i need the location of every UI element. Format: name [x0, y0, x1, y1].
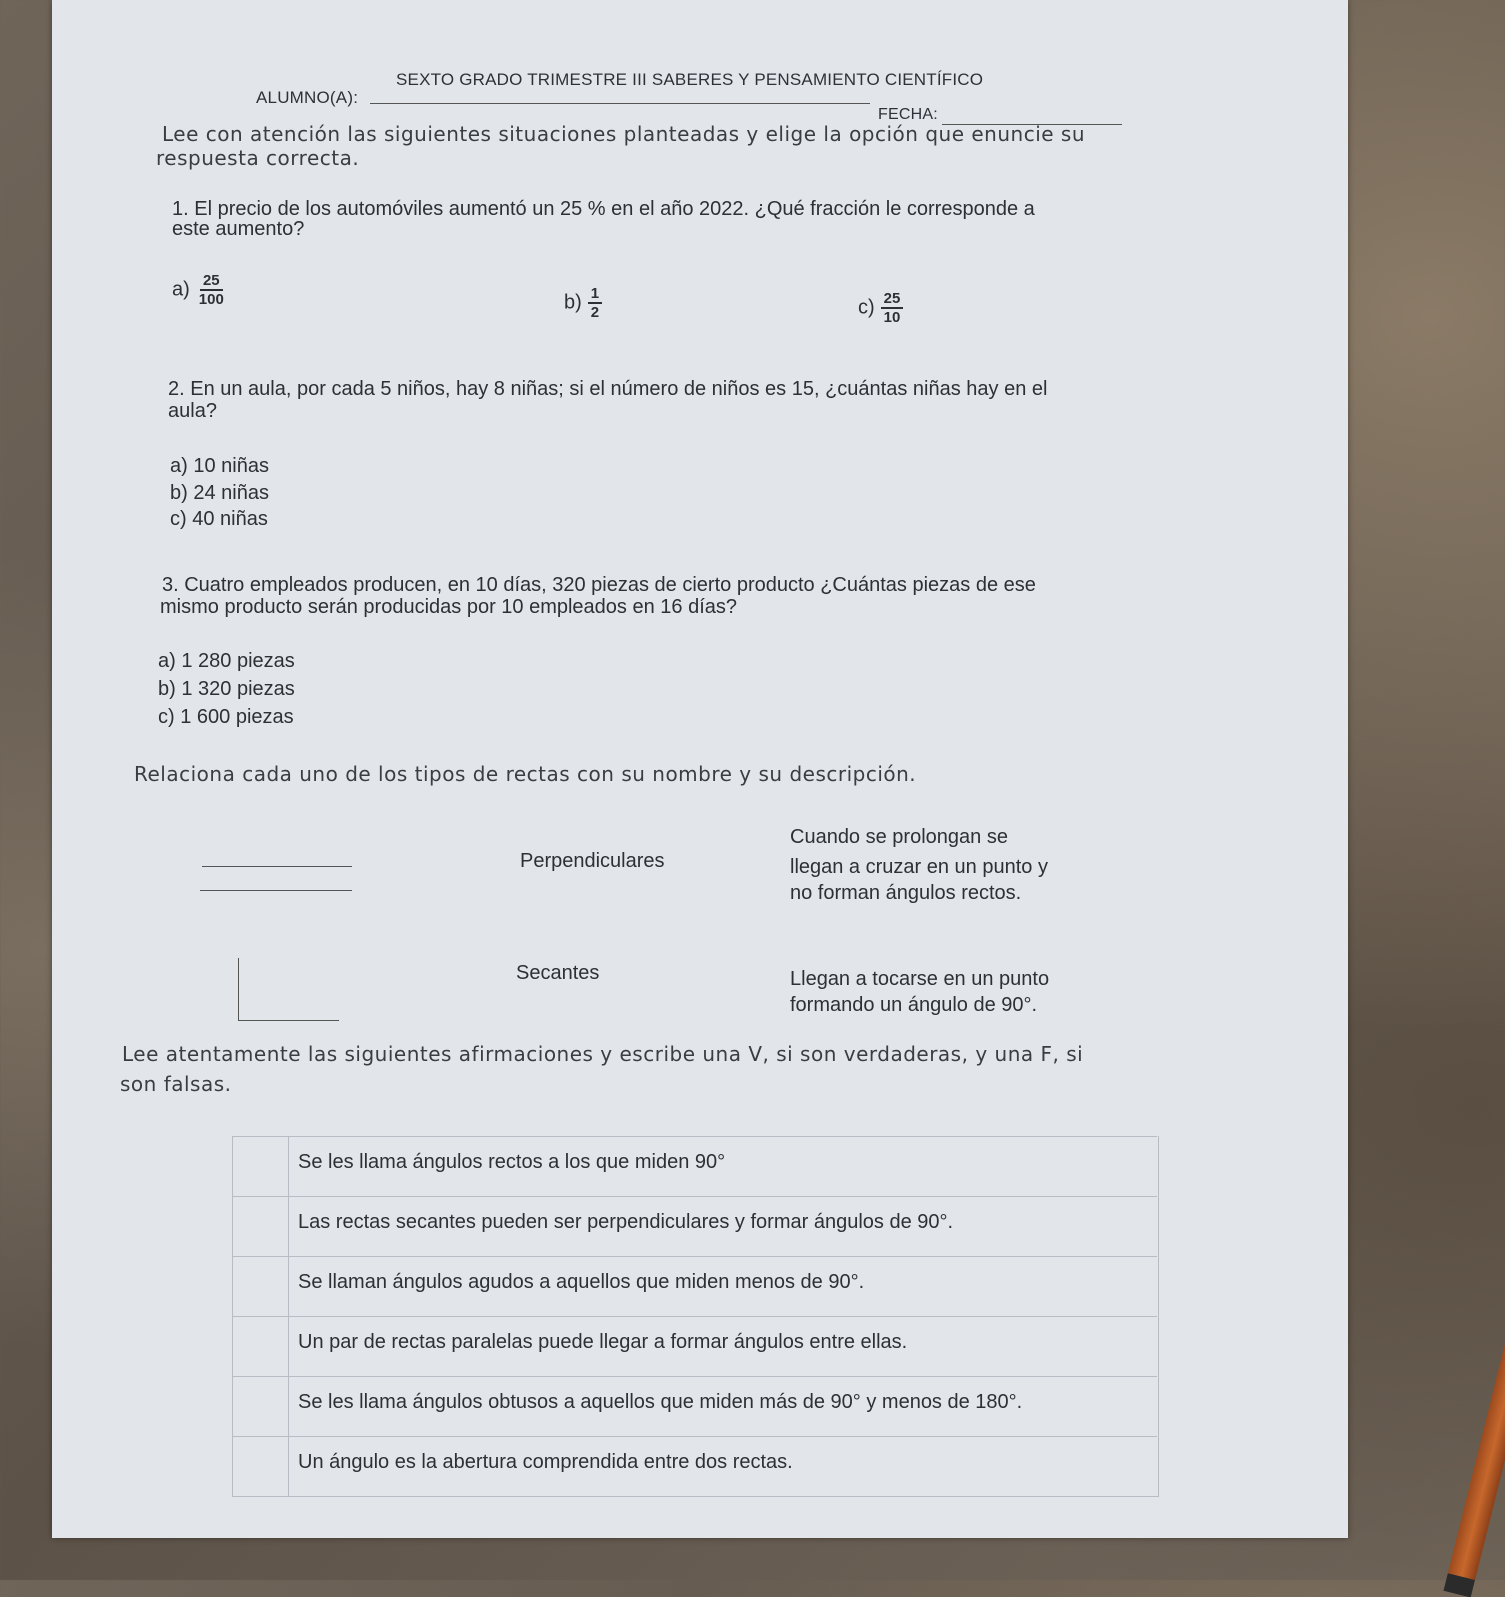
tf-row[interactable] — [232, 1376, 1157, 1435]
tf-statement-1: Se les llama ángulos rectos a los que miden 90° — [298, 1151, 726, 1173]
fraction — [196, 272, 227, 308]
match-name-secantes[interactable]: Secantes — [516, 962, 600, 984]
question-2-line-1: 2. En un aula, por cada 5 niños, hay 8 niñas; si el número de niños es 15, ¿cuántas niñas hay en el — [168, 378, 1048, 400]
question-3-line-2: mismo producto serán producidas por 10 empleados en 16 días? — [160, 596, 738, 618]
question-1-option-a[interactable] — [172, 272, 227, 308]
tf-statement-5: Se les llama ángulos obtusos a aquellos que miden más de 90° y menos de 180°. — [298, 1391, 1023, 1413]
question-2-line-2: aula? — [168, 400, 217, 422]
question-3-option-a[interactable]: a) 1 280 piezas — [158, 650, 295, 672]
fraction — [588, 285, 602, 321]
option-letter: a) — [172, 278, 190, 301]
worksheet-page — [52, 0, 1348, 1538]
match-desc-1-line-1: Cuando se prolongan se — [790, 826, 1008, 848]
line-figure-top — [202, 866, 352, 867]
tf-row[interactable] — [232, 1196, 1157, 1255]
fraction — [881, 290, 904, 326]
tf-row[interactable] — [232, 1436, 1157, 1495]
question-2-option-c[interactable]: c) 40 niñas — [170, 508, 268, 530]
tf-row[interactable] — [232, 1316, 1157, 1375]
fraction-numerator: 25 — [200, 272, 223, 291]
fraction-denominator: 100 — [198, 291, 224, 308]
question-3-option-b[interactable]: b) 1 320 piezas — [158, 678, 295, 700]
option-letter: b) — [564, 291, 582, 314]
tf-statement-4: Un par de rectas paralelas puede llegar a formar ángulos entre ellas. — [298, 1331, 908, 1353]
line-figure-bottom — [200, 890, 352, 891]
fraction-denominator: 10 — [883, 309, 901, 326]
worksheet-title: SEXTO GRADO TRIMESTRE III SABERES Y PENSAMIENTO CIENTÍFICO — [396, 70, 984, 89]
tf-row[interactable] — [232, 1136, 1157, 1195]
instructions-line-1: Lee con atención las siguientes situaciones planteadas y elige la opción que enuncie su — [162, 122, 1086, 146]
match-name-perpendiculares[interactable]: Perpendiculares — [520, 850, 665, 872]
match-desc-1-line-3: no forman ángulos rectos. — [790, 882, 1022, 904]
question-1-line-2: este aumento? — [172, 218, 305, 240]
match-instruction: Relaciona cada uno de los tipos de rectas con su nombre y su descripción. — [134, 762, 917, 786]
tf-statement-2: Las rectas secantes pueden ser perpendiculares y formar ángulos de 90°. — [298, 1211, 954, 1233]
match-desc-2-line-1: Llegan a tocarse en un punto — [790, 968, 1050, 990]
question-1-option-b[interactable] — [564, 285, 602, 321]
question-2-option-b[interactable]: b) 24 niñas — [170, 482, 269, 504]
option-letter: c) — [858, 296, 875, 319]
tf-instruction-line-1: Lee atentamente las siguientes afirmaciones y escribe una V, si son verdaderas, y una F, si — [122, 1042, 1084, 1066]
tf-statement-3: Se llaman ángulos agudos a aquellos que miden menos de 90°. — [298, 1271, 865, 1293]
question-1-line-1: 1. El precio de los automóviles aumentó un 25 % en el año 2022. ¿Qué fracción le corresponde a — [172, 198, 1035, 220]
tf-statement-6: Un ángulo es la abertura comprendida entre dos rectas. — [298, 1451, 793, 1473]
student-name-line[interactable] — [370, 103, 870, 104]
question-3-option-c[interactable]: c) 1 600 piezas — [158, 706, 294, 728]
question-3-line-1: 3. Cuatro empleados producen, en 10 días, 320 piezas de cierto producto ¿Cuántas piezas de ese — [162, 574, 1036, 596]
right-angle-figure — [238, 958, 339, 1021]
instructions-line-2: respuesta correcta. — [156, 146, 360, 170]
match-desc-2-line-2: formando un ángulo de 90°. — [790, 994, 1038, 1016]
date-label: FECHA: — [878, 106, 938, 123]
pencil — [1448, 1340, 1505, 1580]
match-desc-1-line-2: llegan a cruzar en un punto y — [790, 856, 1048, 878]
tf-row[interactable] — [232, 1256, 1157, 1315]
tf-instruction-line-2: son falsas. — [120, 1072, 232, 1096]
question-1-option-c[interactable] — [858, 290, 903, 326]
question-2-option-a[interactable]: a) 10 niñas — [170, 455, 269, 477]
fraction-numerator: 1 — [588, 285, 602, 304]
fraction-denominator: 2 — [590, 304, 600, 321]
fraction-numerator: 25 — [881, 290, 904, 309]
student-label: ALUMNO(A): — [256, 88, 359, 107]
